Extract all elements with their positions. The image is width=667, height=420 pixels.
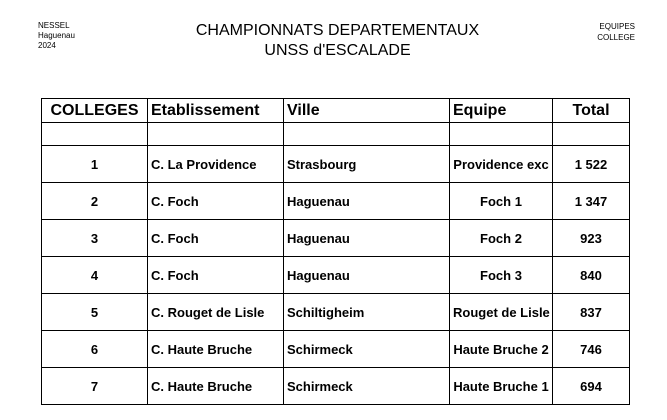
spacer-row [42, 123, 630, 146]
empty-cell [148, 123, 284, 146]
rank-cell: 7 [42, 368, 148, 405]
rank-cell: 3 [42, 220, 148, 257]
total-cell: 840 [553, 257, 630, 294]
category-info [597, 21, 635, 43]
table-row [42, 294, 630, 331]
etablissement-cell: C. Haute Bruche [148, 368, 284, 405]
rank-cell: 2 [42, 183, 148, 220]
total-cell: 837 [553, 294, 630, 331]
total-cell: 694 [553, 368, 630, 405]
etablissement-cell: C. Foch [148, 220, 284, 257]
ville-cell: Schirmeck [284, 331, 450, 368]
results-table [41, 98, 630, 405]
table-row [42, 257, 630, 294]
etablissement-cell: C. Haute Bruche [148, 331, 284, 368]
total-cell: 1 522 [553, 146, 630, 183]
etablissement-cell: C. Rouget de Lisle [148, 294, 284, 331]
equipe-cell: Rouget de Lisle [450, 294, 553, 331]
table-row [42, 331, 630, 368]
empty-cell [284, 123, 450, 146]
table-header-row [42, 99, 630, 123]
table-row [42, 368, 630, 405]
equipe-cell: Foch 2 [450, 220, 553, 257]
etablissement-cell: C. Foch [148, 183, 284, 220]
empty-cell [553, 123, 630, 146]
rank-cell: 5 [42, 294, 148, 331]
total-cell: 923 [553, 220, 630, 257]
equipe-cell: Foch 1 [450, 183, 553, 220]
empty-cell [42, 123, 148, 146]
column-header-etablissement: Etablissement [148, 99, 284, 123]
organizer-info [38, 21, 75, 51]
rank-cell: 4 [42, 257, 148, 294]
ville-cell: Schirmeck [284, 368, 450, 405]
rank-cell: 6 [42, 331, 148, 368]
table-row [42, 183, 630, 220]
equipe-cell: Providence exc [450, 146, 553, 183]
empty-cell [450, 123, 553, 146]
column-header-colleges: COLLEGES [42, 99, 148, 123]
etablissement-cell: C. La Providence [148, 146, 284, 183]
page-title-line-2: UNSS d'ESCALADE [264, 42, 411, 59]
total-cell: 1 347 [553, 183, 630, 220]
ville-cell: Haguenau [284, 220, 450, 257]
equipe-cell: Foch 3 [450, 257, 553, 294]
ville-cell: Strasbourg [284, 146, 450, 183]
organizer-name: NESSEL [38, 21, 70, 30]
ville-cell: Haguenau [284, 183, 450, 220]
column-header-total: Total [553, 99, 630, 123]
category-type: EQUIPES [599, 22, 635, 31]
equipe-cell: Haute Bruche 2 [450, 331, 553, 368]
page-title [160, 21, 515, 61]
page-title-line-1: CHAMPIONNATS DEPARTEMENTAUX [195, 22, 480, 39]
ville-cell: Schiltigheim [284, 294, 450, 331]
category-level: COLLEGE [597, 33, 635, 42]
equipe-cell: Haute Bruche 1 [450, 368, 553, 405]
column-header-ville: Ville [284, 99, 450, 123]
ville-cell: Haguenau [284, 257, 450, 294]
table-row [42, 146, 630, 183]
column-header-equipe: Equipe [450, 99, 553, 123]
rank-cell: 1 [42, 146, 148, 183]
total-cell: 746 [553, 331, 630, 368]
table-row [42, 220, 630, 257]
organizer-city: Haguenau [38, 31, 75, 40]
organizer-year: 2024 [38, 41, 56, 50]
etablissement-cell: C. Foch [148, 257, 284, 294]
